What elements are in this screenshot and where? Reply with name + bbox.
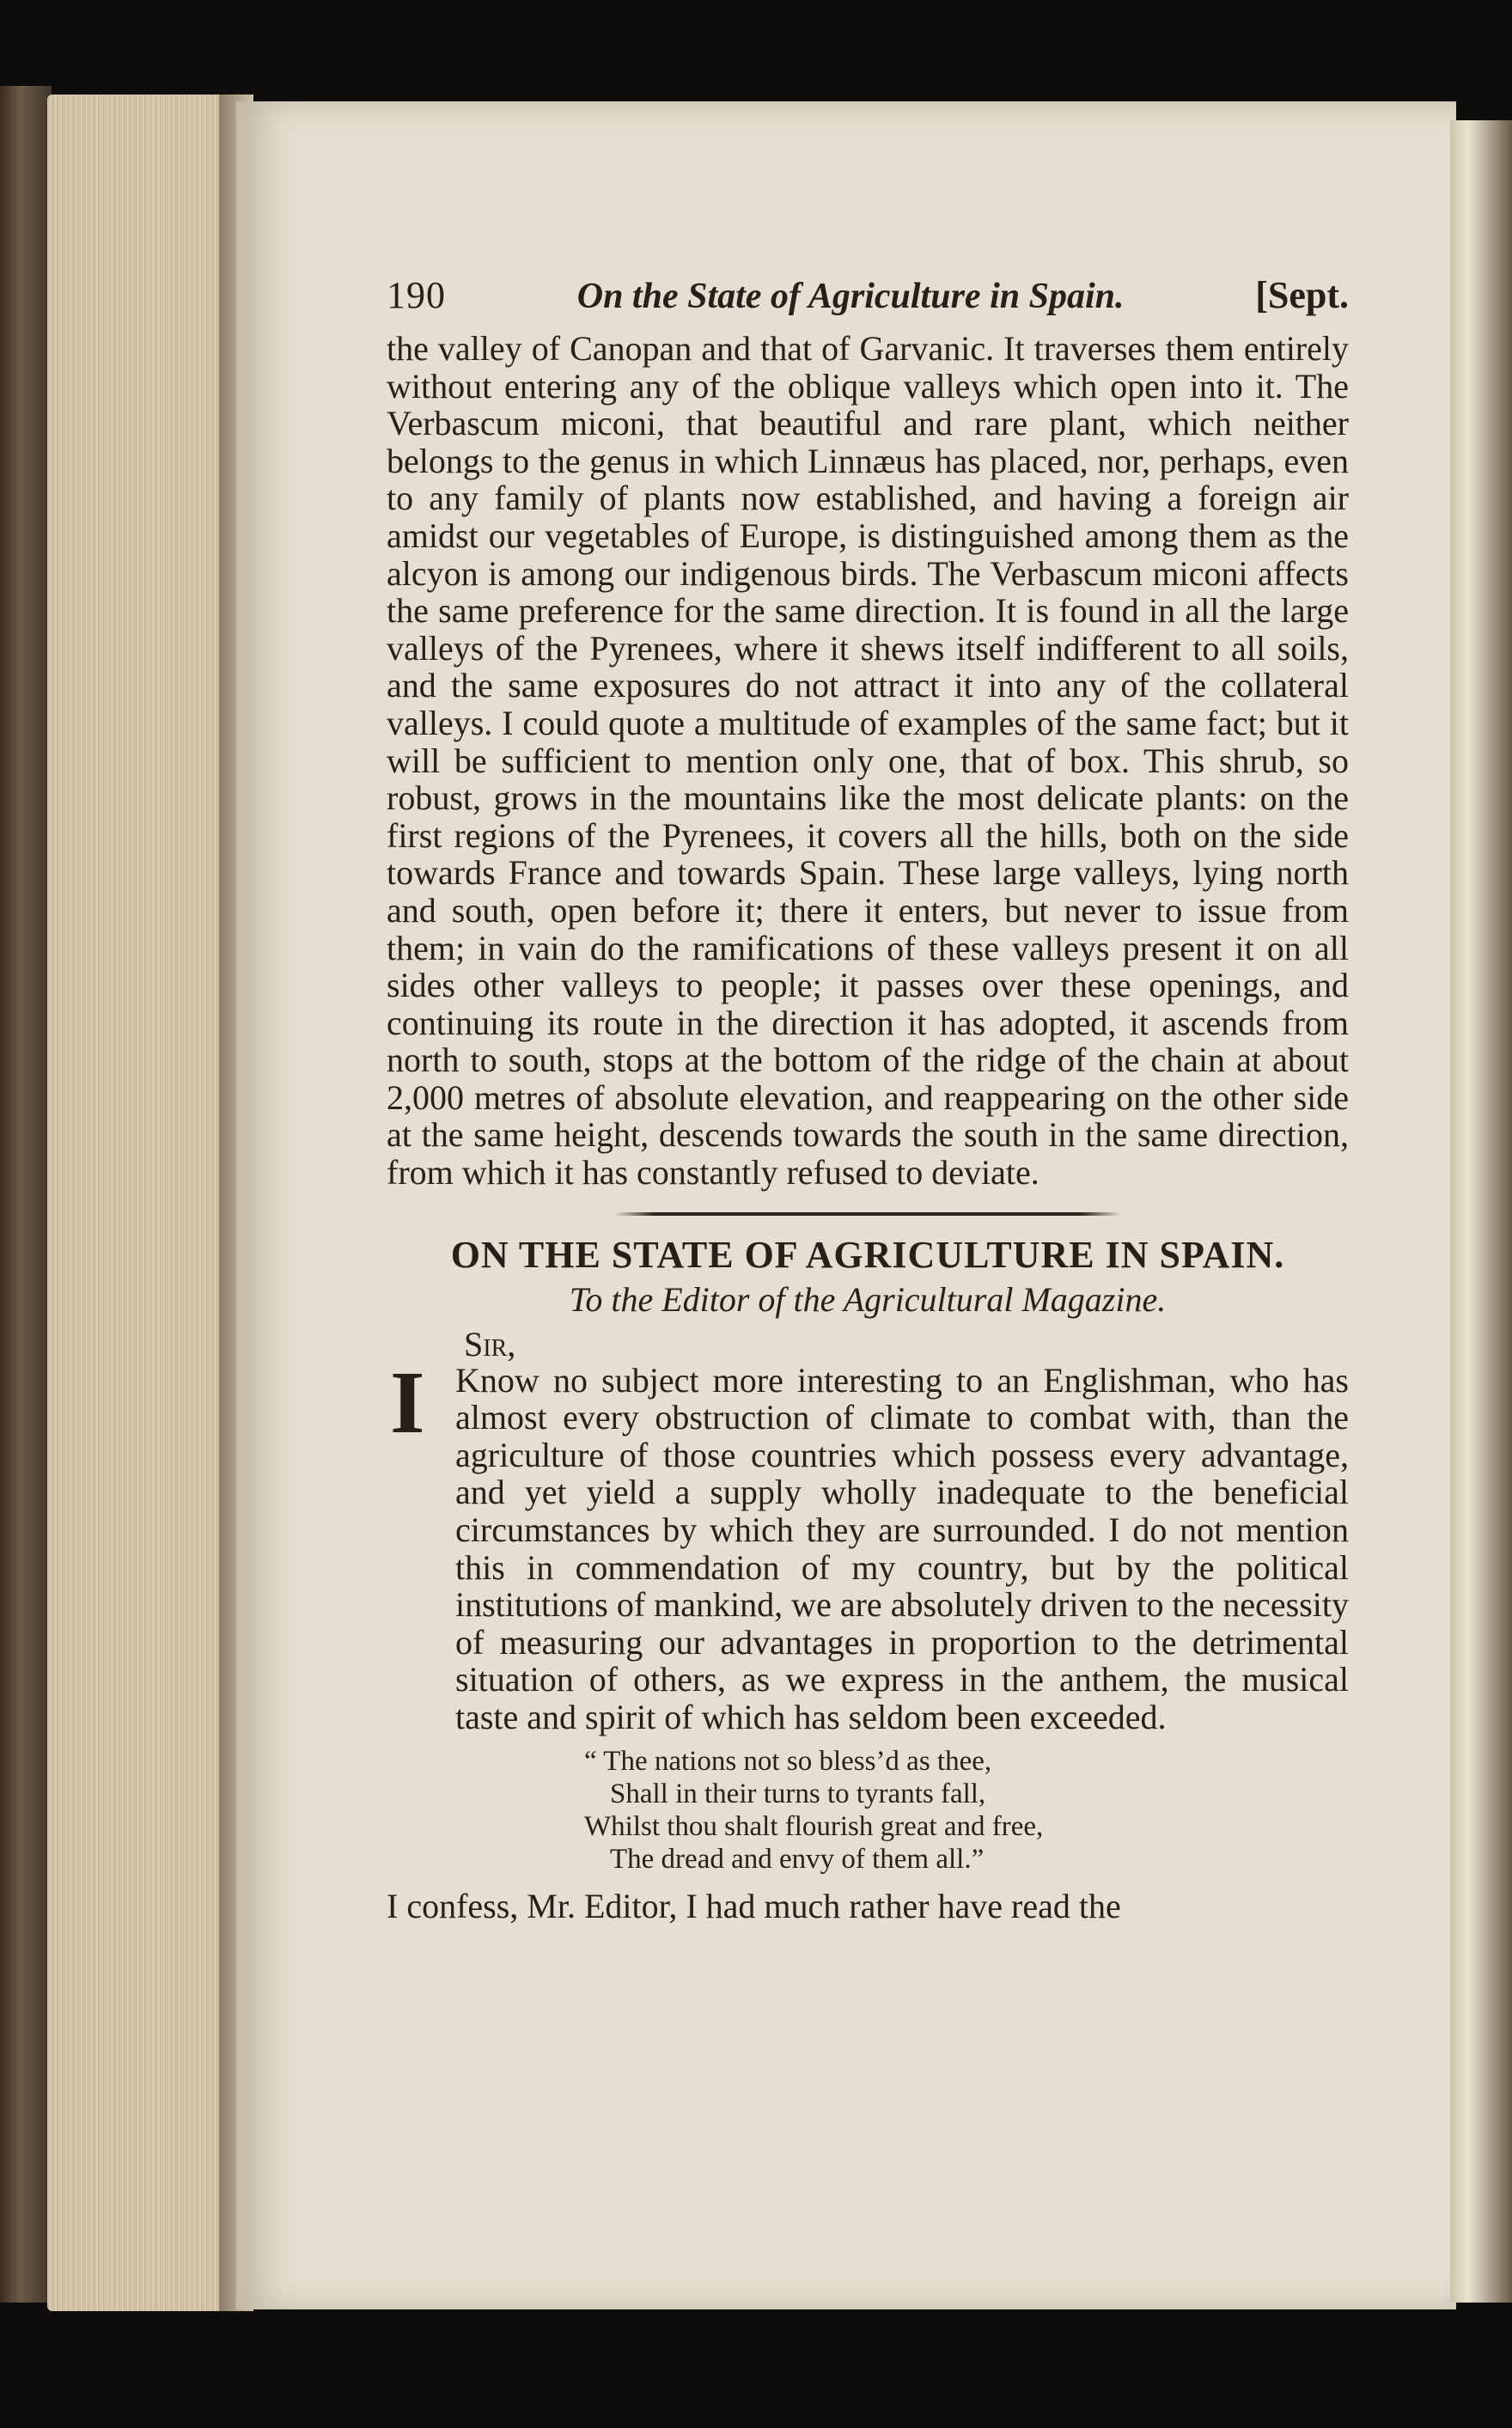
page-text — [387, 273, 1349, 1925]
previous-article-text: the valley of Canopan and that of Garvanic. It traverses them entirely without entering any of the oblique valleys which open into it. The Verbascum miconi, that beautiful and rare plant, which neither belongs to the genus in which Linnæus has placed, nor, perhaps, even to any family of plants now established, and having a foreign air amidst our vegetables of Europe, is distinguished among them as the alcyon is among our indigenous birds. The Verbascum miconi affects the same preference for the same direction. It is found in all the large valleys of the Pyrenees, where it shews itself indifferent to all soils, and the same exposures do not attract it into any of the collateral valleys. I could quote a multitude of examples of the same fact; but it will be sufficient to mention only one, that of box. This shrub, so robust, grows in the mountains like the most delicate plants: on the first regions of the Pyrenees, it covers all the hills, both on the side towards France and towards Spain. These large valleys, lying north and south, open before it; there it enters, but never to issue from them; in vain do the ramifications of these valleys present it on all sides other valleys to people; it passes over these openings, and continuing its route in the direction it has adopted, it ascends from north to south, stops at the bottom of the ridge of the chain at about 2,000 metres of absolute elevation, and reappearing on the other side at the same height, descends towards the south in the same direction, from which it has constantly refused to deviate. — [387, 329, 1349, 1193]
article-title: ON THE STATE OF AGRICULTURE IN SPAIN. — [450, 1233, 1285, 1276]
page-number: 190 — [387, 274, 446, 316]
anthem-quote — [584, 1745, 1349, 1876]
poem-line: Shall in their turns to tyrants fall, — [610, 1778, 986, 1809]
running-month: [Sept. — [1255, 274, 1349, 316]
book-cover-edge — [0, 86, 52, 2303]
poem-line: “ The nations not so bless’d as thee, — [584, 1745, 992, 1777]
article-body: Know no subject more interesting to an Englishman, who has almost every obstruction of climate to combat with, than the agriculture of those countries which possess every advantage, and yet yield a supply wholly inadequate to the beneficial circumstances by which they are surrounded. I do not mention this in commendation of my country, but by the political institutions of mankind, we are absolutely driven to the necessity of measuring our advantages in proportion to the detrimental situation of others, as we express in the anthem, the musical taste and spirit of which has seldom been exceeded. — [455, 1360, 1349, 1736]
page-edges — [47, 95, 236, 2311]
poem-line: The dread and envy of them all.” — [610, 1843, 985, 1875]
article-subtitle: To the Editor of the Agricultural Magazine. — [569, 1279, 1167, 1319]
running-title: On the State of Agriculture in Spain. — [576, 277, 1125, 316]
article-opening — [387, 1352, 1349, 1736]
poem-line: Whilst thou shalt flourish great and free, — [584, 1810, 1044, 1842]
salutation: Sir, — [464, 1324, 516, 1363]
drop-cap: I — [390, 1352, 425, 1452]
section-divider — [614, 1212, 1121, 1216]
closing-line: I confess, Mr. Editor, I had much rather have read the — [387, 1886, 1121, 1925]
running-head — [387, 273, 1349, 330]
facing-page-edge — [1450, 120, 1512, 2303]
